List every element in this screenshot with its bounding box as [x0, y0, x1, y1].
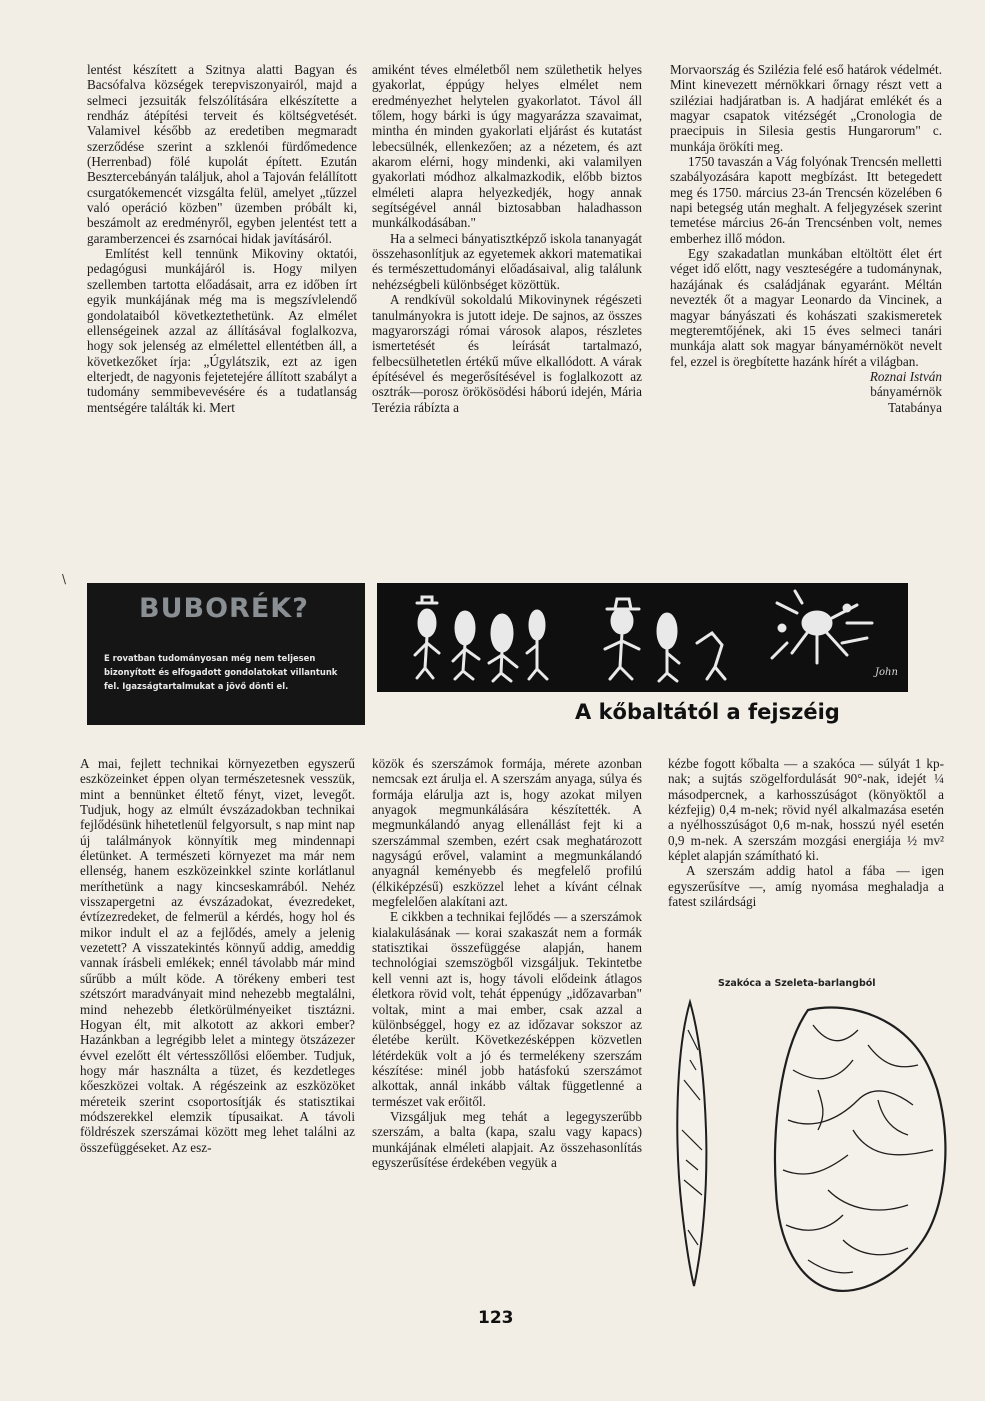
article2-column-1: [80, 756, 355, 1155]
paragraph: közök és szerszámok formája, mérete azonban nemcsak ezt árulja el. A szerszám anyaga, súlya és formája elárulja azt is, hogy azokat milyen anyagok megmunkálására készítették. A megmunkálandó anyag ellenállást fejt ki a szerszámmal szemben, ezért csak meghatározott nagyságú erővel, valamint a megmunkálandó anyagnál keményebb és megfelelő profilú (élkiképzésű) eszközzel lehet a kívánt célnak megfelelően alakítani azt.: [372, 756, 642, 910]
corner-mark: \: [62, 572, 67, 586]
cartoon-drawing: [377, 583, 908, 692]
paragraph: Morvaország és Szilézia felé eső határok védelmét. Mint kinevezett mérnökkari őrnagy részt vett a sziléziai hadjáratban is. A hadjárat emlékét és a magyar csapatok vitézségét „Cronologia de praecipuis in Silesia gestis Hungarorum" c. munkája örökíti meg.: [670, 62, 942, 154]
article1-column-3: [670, 62, 942, 415]
paragraph: 1750 tavaszán a Vág folyónak Trencsén melletti szabályozására kapott megbízást. Itt betegedett meg és 1750. március 23-án Trencsén közelében 6 napi betegség után meghalt. A feljegyzések szerint temetése március 26-án Trencsénben volt, nemes emberhez illő módon.: [670, 154, 942, 246]
article2-column-2: [372, 756, 642, 1170]
author-place: Tatabánya: [888, 399, 942, 415]
article1-column-1: [87, 62, 357, 415]
paragraph: Egy szakadatlan munkában eltöltött élet ért véget idő előtt, nagy veszteségére a tudománynak, hazájának és családjának egyaránt. Méltán nevezték őt a magyar Leonardo da Vincinek, a magyar bányászati és kohászati szakismeretek megteremtőjének, aki 15 éves selmeci tanári munkája alatt sok magyar bányamérnököt nevelt fel, ezzel is öregbítette hazánk hírét a világban.: [670, 246, 942, 369]
article1-column-2: [372, 62, 642, 415]
paragraph: A rendkívül sokoldalú Mikovinynek régészeti tanulmányokra is jutott ideje. De sajnos, az összes magyarországi római városok alapos, részletes ismertetését és leírását tartalmazó, felbecsülhetetlen értékű műve elkallódott. A várak építésével és megerősítésével is foglalkozott az osztrák—porosz örökösödési háború idején, Mária Terézia rábízta a: [372, 292, 642, 415]
author-title: bányamérnök: [870, 384, 942, 400]
rubric-title: BUBORÉK?: [139, 593, 309, 624]
figure-caption: Szakóca a Szeleta-barlangból: [718, 978, 876, 989]
article2-column-3: [668, 756, 944, 909]
paragraph: A szerszám addig hatol a fába — igen egyszerűsítve —, amíg nyomása meghaladja a fatest szilárdsági: [668, 863, 944, 910]
hand-axe-drawing: [668, 990, 958, 1300]
paragraph: A mai, fejlett technikai környezetben egyszerű eszközeinket éppen olyan természetesnek vesszük, mint a bennünket éltető fényt, vizet, levegőt. Tudjuk, hogy az elmúlt évszázadokban technikai fejlődésünk hihetetlenül felgyorsult, s nap mint nap új találmányok könnyítik meg mindennapi életünket. A természeti környezet ma már nem ellenség, hanem eszközeinkkel szinte korlátlanul meríthetünk a nagy kincseskamrából. Nehéz visszapergetni az évszázadokat, évezredeket, évtízezredeket, de felmerül a kérdés, hogy hol és mikor indult el az a fejlődés, amely a jelenig vezetett? A visszatekintés könnyű addig, ameddig vannak írásbeli emlékek; ennél távolabb már mind sűrűbb a múlt köde. A törékeny emberi test szétszórt maradványait mind nehezebb megtalálni, mind nehezebb életkörülményeiket tisztázni. Hogyan élt, mit alkotott az akkori ember? Hazánkban a legrégibb lelet a mintegy ötszázezer évvel ezelőtt élt vértesszőllősi előember. Tudjuk, hogy már használta a tüzet, és kezdetleges kőeszközei voltak. A régészeink az eszközöket méreteik szerint csoportosítják és statisztikai módszerekkel elemzik típusaikat. A távoli földrészek szerszámai között meg lehet találni az összefüggéseket. Az esz-: [80, 756, 355, 1155]
paragraph: kézbe fogott kőbalta — a szakóca — súlyát 1 kp-nak; a sujtás szögelfordulását 90°-nak, idejét ¼ másodpercnek, a karhosszúságot (könyöktől a kézfejig) 0,4 m-nek; rövid nyél alkalmazása esetén a nyélhosszúságot 0,6 m-nak, hosszú nyél esetén 0,9 m-nek. A szerszám mozgási energiája ½ mv² képlet alapján számítható ki.: [668, 756, 944, 864]
rubric-description: E rovatban tudományosan még nem teljesen bizonyított és elfogadott gondolatokat villantunk fel. Igazságtartalmukat a jövő dönti el.: [104, 653, 338, 691]
paragraph: Vizsgáljuk meg tehát a legegyszerűbb szerszám, a balta (kapa, szalu vagy kapacs) munkájának elméleti alapjait. Az összehasonlítás egyszerűsítése érdekében vegyük a: [372, 1108, 642, 1170]
paragraph: amiként téves elméletből nem születhetik helyes gyakorlat, éppúgy helyes elmélet nem eredményezhet helytelen gyakorlatot. Távol áll tőlem, hogy bárki is úgy magyarázza szavaimat, mintha én minden gyakorlati eljárást és kutatást lebecsülnék, ellenkezően; az a nézetem, és azt akarom elérni, hogy mindenki, aki valamilyen gyakorlati módhoz alkalmazkodik, előbb biztos elméleti alapra helyezkedjék, hogy annak segítségével annál biztosabban haladhasson munkálkodásában.": [372, 62, 642, 231]
page-number: 123: [478, 1308, 514, 1328]
paragraph: lentést készített a Szitnya alatti Bagyan és Bacsófalva községek terepviszonyairól, majd a selmeci jezsuiták felszólítására elkészítette a rendház átépítési terveit és költségvetését. Valamivel később az eredetiben megmaradt szerződése szerint a szklenói fürdőmedence (Herrenbad) fölé kupolát épített. Ezután Besztercebányán találjuk, ahol a Tajován felállított csurgatókemencét vizsgálta felül, amelyet „tűzzel való operáció közben" üzemben próbált ki, beszámolt az eredményről, egyben jelentést tett a garamberzencei és zsarnócai hidak javításáról.: [87, 62, 357, 246]
hand-axe-figure: [668, 990, 958, 1300]
paragraph: Említést kell tennünk Mikoviny oktatói, pedagógusi munkájáról is. Hogy milyen szellemben tartotta előadásait, arra ez időben írt egyik munkájának még ma is megszívlelendő gondolataiból következtethetünk. Az elmélet ellenségeinek azzal az állításával foglalkozva, hogy sok jelenség az elmélettel ellentétben áll, a következőket írja: „Úgylátszik, ezt az igen elterjedt, de nagyonis fejetetejére állított szabályt a tudomány semmibevevésére és a tudatlanság mentségére találták ki. Mert: [87, 246, 357, 415]
paragraph: E cikkben a technikai fejlődés — a szerszámok kialakulásának — korai szakaszát nem a formák statisztikai összefüggése alapján, hanem technológiai szemszögből vizsgáljuk. Tekintetbe kell venni azt is, hogy távoli elődeink átlagos életkora rövid volt, tehát éppenúgy „időzavarban" voltak, mint a mai ember, csak azzal a különbséggel, hogy ez az időzavar sokszor az életébe került. Következésképpen közvetlen létérdekük volt a jó és termelékeny szerszám készítése: minél jobb hatásfokú szerszámot alkottak, annál inkább váltak függetlenné a természet vak erőitől.: [372, 909, 642, 1109]
author-name: Roznai István: [869, 368, 942, 384]
cartoon-signature: John: [875, 667, 898, 678]
article-title: A kőbaltától a fejszéig: [575, 700, 840, 724]
cartoon-strip: [377, 583, 908, 692]
bubble-rubric-box: [87, 583, 365, 725]
paragraph: Ha a selmeci bányatisztképző iskola tananyagát összehasonlítjuk az egyetemek akkori matematikai és természettudományi előadásaival, alig találunk nehézségbeli különbséget közöttük.: [372, 230, 642, 292]
